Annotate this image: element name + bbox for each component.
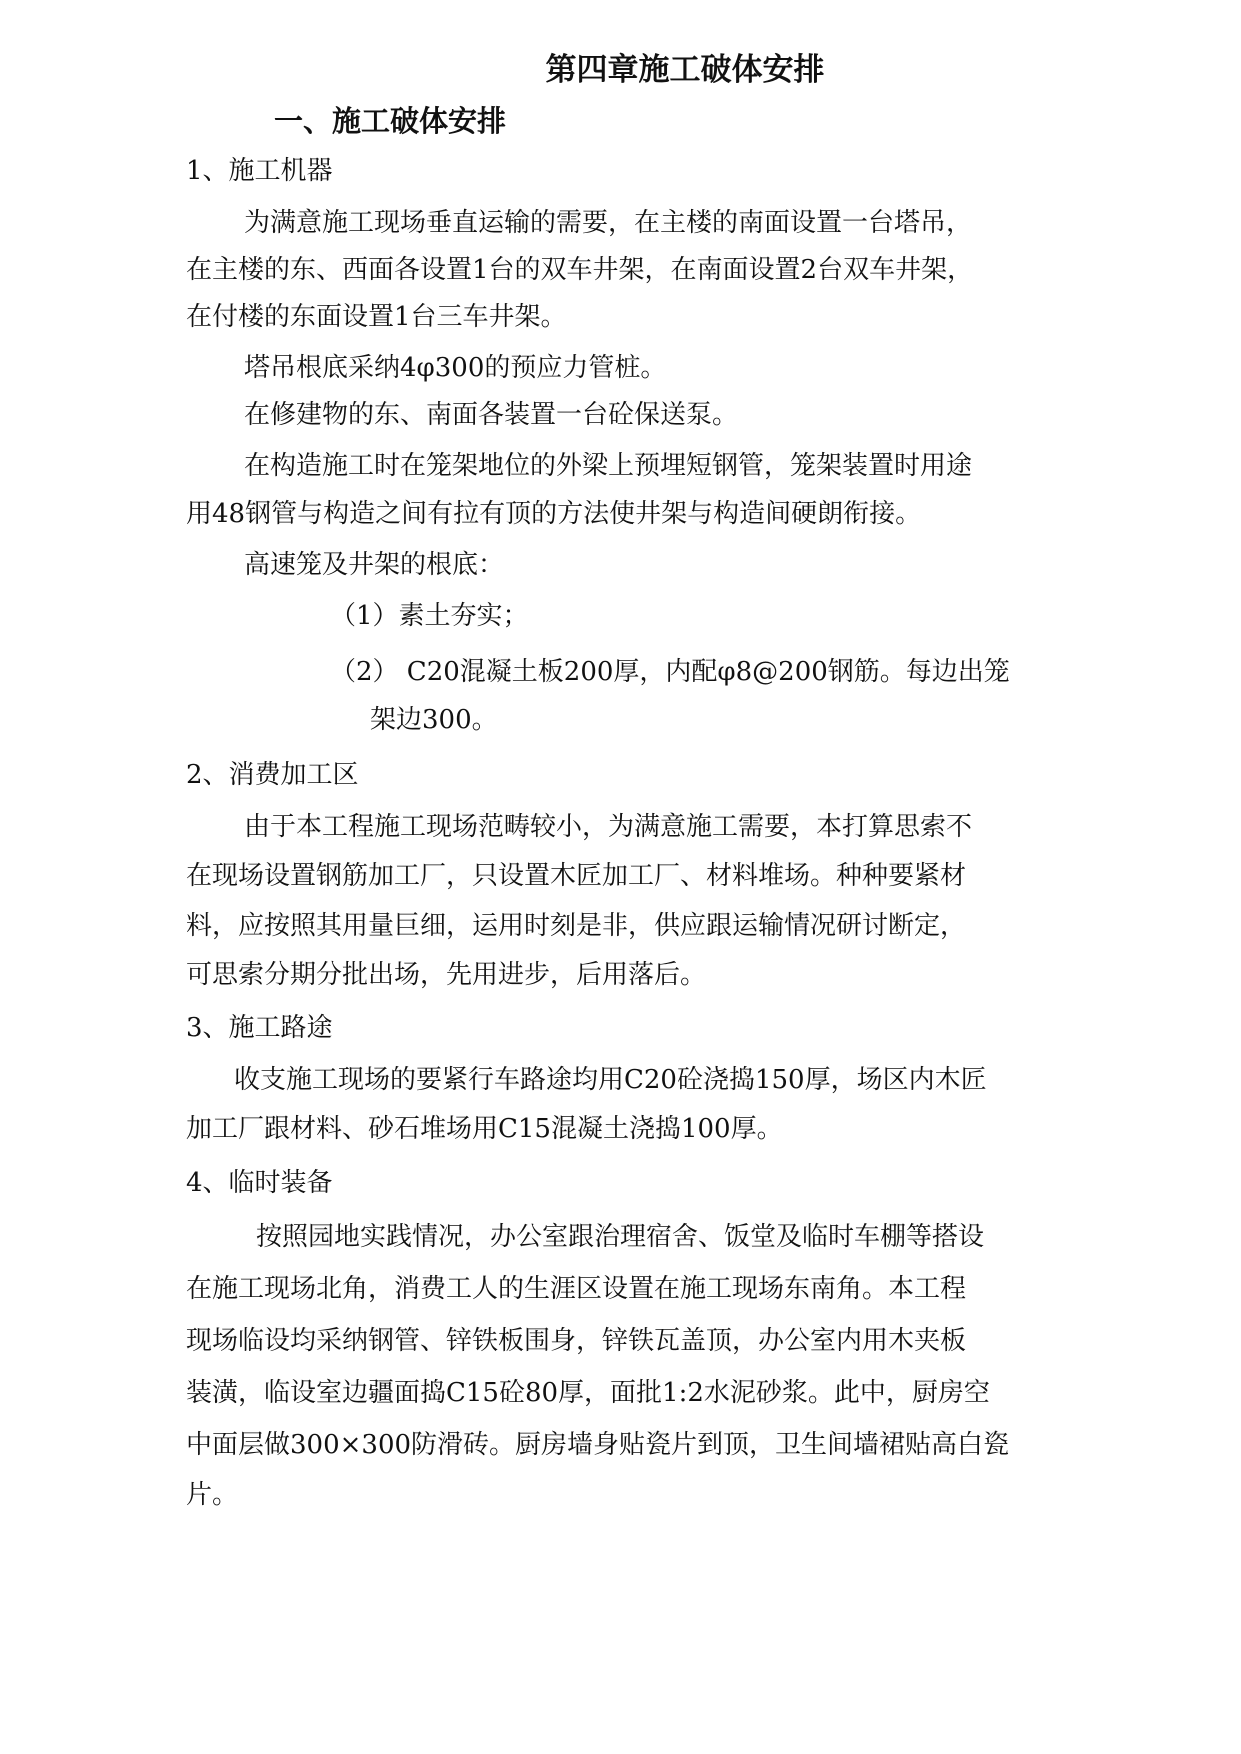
list-item: （2） C20混凝土板200厚，内配φ8@200钢筋。每边出笼: [330, 657, 1010, 687]
paragraph-line: 高速笼及井架的根底：: [244, 550, 505, 580]
paragraph-line: 可思索分期分批出场，先用进步，后用落后。: [186, 960, 707, 990]
heading-temporary-facilities: 4、临时装备: [186, 1168, 333, 1198]
paragraph-line: 按照园地实践情况，办公室跟治理宿舍、饭堂及临时车棚等搭设: [256, 1222, 985, 1252]
paragraph-line: 用48钢管与构造之间有拉有顶的方法使井架与构造间硬朗衔接。: [186, 499, 922, 529]
heading-roads: 3、施工路途: [186, 1013, 333, 1043]
heading-machinery: 1、施工机器: [186, 156, 333, 186]
paragraph-line: 料，应按照其用量巨细，运用时刻是非，供应跟运输情况研讨断定，: [186, 911, 967, 941]
paragraph-line: 在修建物的东、南面各装置一台砼保送泵。: [244, 400, 739, 430]
paragraph-line: 在现场设置钢筋加工厂，只设置木匠加工厂、材料堆场。种种要紧材: [186, 861, 967, 891]
paragraph-line: 在构造施工时在笼架地位的外梁上预埋短钢管，笼架装置时用途: [244, 451, 973, 481]
section-title: 一、施工破体安排: [274, 104, 507, 138]
paragraph-line: 加工厂跟材料、砂石堆场用C15混凝土浇捣100厚。: [186, 1114, 783, 1144]
paragraph-line: 片。: [186, 1480, 239, 1510]
paragraph-line: 在付楼的东面设置1台三车井架。: [186, 302, 567, 332]
paragraph-line: 由于本工程施工现场范畴较小，为满意施工需要，本打算思索不: [244, 812, 973, 842]
list-item-continuation: 架边300。: [370, 705, 498, 735]
paragraph-line: 中面层做300×300防滑砖。厨房墙身贴瓷片到顶，卫生间墙裙贴高白瓷: [186, 1430, 1010, 1460]
paragraph-line: 现场临设均采纳钢管、锌铁板围身，锌铁瓦盖顶，办公室内用木夹板: [186, 1326, 967, 1356]
paragraph-line: 装潢，临设室边疆面捣C15砼80厚，面批1:2水泥砂浆。此中，厨房空: [186, 1378, 990, 1408]
paragraph-line: 收支施工现场的要紧行车路途均用C20砼浇捣150厚，场区内木匠: [234, 1065, 987, 1095]
paragraph-line: 在主楼的东、西面各设置1台的双车井架，在南面设置2台双车井架，: [186, 255, 974, 285]
list-item: （1）素土夯实；: [330, 601, 529, 631]
heading-processing-area: 2、消费加工区: [186, 760, 359, 790]
paragraph-line: 塔吊根底采纳4φ300的预应力管桩。: [244, 353, 667, 383]
page-title: 第四章施工破体安排: [545, 52, 825, 88]
paragraph-line: 在施工现场北角，消费工人的生涯区设置在施工现场东南角。本工程: [186, 1274, 967, 1304]
paragraph-line: 为满意施工现场垂直运输的需要，在主楼的南面设置一台塔吊，: [244, 208, 973, 238]
